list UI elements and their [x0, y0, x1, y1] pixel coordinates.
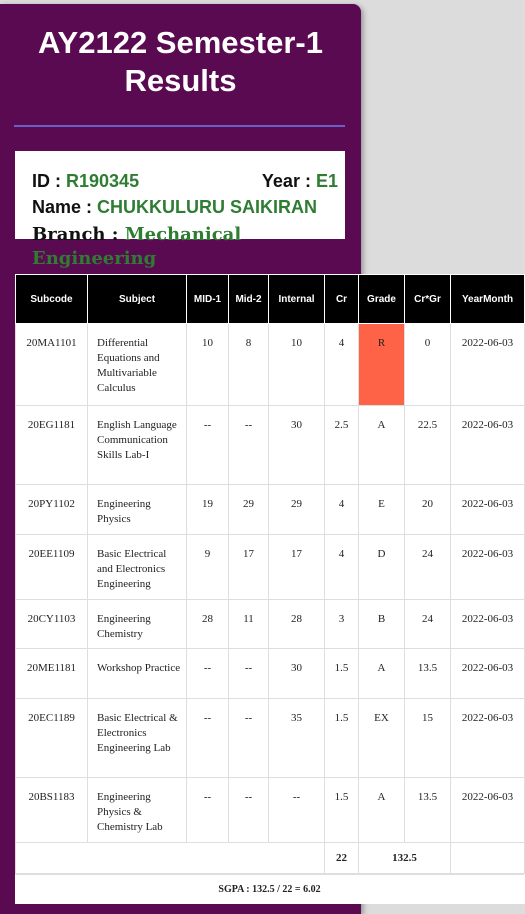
cell-grade: B: [359, 600, 405, 649]
col-header-yearmonth: YearMonth: [451, 275, 525, 324]
total-cr: 22: [325, 843, 359, 874]
cell-grade: D: [359, 535, 405, 600]
cell-internal: 30: [269, 649, 325, 699]
id-value: R190345: [66, 171, 140, 191]
cell-grade: R: [359, 324, 405, 406]
cell-subcode: 20CY1103: [16, 600, 88, 649]
cell-yearmonth: 2022-06-03: [451, 485, 525, 535]
table-row: [16, 600, 525, 649]
cell-subject: English Language Communication Skills Lab-I: [88, 406, 187, 485]
cell-mid1: --: [187, 778, 229, 843]
col-header-mid2: Mid-2: [229, 275, 269, 324]
cell-subject: Basic Electrical & Electronics Engineering Lab: [88, 699, 187, 778]
cell-yearmonth: 2022-06-03: [451, 406, 525, 485]
results-table: [15, 274, 525, 874]
cell-mid2: --: [229, 699, 269, 778]
cell-mid1: --: [187, 406, 229, 485]
table-header-row: [16, 275, 525, 324]
cell-mid2: --: [229, 778, 269, 843]
cell-subject: Engineering Physics: [88, 485, 187, 535]
cell-subject: Engineering Chemistry: [88, 600, 187, 649]
cell-subcode: 20EE1109: [16, 535, 88, 600]
cell-internal: 10: [269, 324, 325, 406]
year-value: E1: [315, 171, 338, 191]
cell-internal: 35: [269, 699, 325, 778]
cell-mid1: 10: [187, 324, 229, 406]
cell-crgr: 13.5: [405, 778, 451, 843]
col-header-crgr: Cr*Gr: [405, 275, 451, 324]
results-table-container: [15, 274, 525, 904]
cell-cr: 2.5: [325, 406, 359, 485]
cell-crgr: 13.5: [405, 649, 451, 699]
cell-subject: Workshop Practice: [88, 649, 187, 699]
cell-grade: EX: [359, 699, 405, 778]
table-row: [16, 649, 525, 699]
cell-crgr: 15: [405, 699, 451, 778]
table-row: [16, 699, 525, 778]
cell-subcode: 20EG1181: [16, 406, 88, 485]
cell-mid2: --: [229, 406, 269, 485]
cell-crgr: 22.5: [405, 406, 451, 485]
totals-spacer: [16, 843, 325, 874]
branch-value-cont: Engineering: [32, 248, 157, 269]
sgpa-summary: SGPA : 132.5 / 22 = 6.02: [15, 874, 524, 905]
col-header-cr: Cr: [325, 275, 359, 324]
cell-mid2: 8: [229, 324, 269, 406]
cell-yearmonth: 2022-06-03: [451, 778, 525, 843]
totals-spacer-end: [451, 843, 525, 874]
cell-internal: 28: [269, 600, 325, 649]
cell-internal: 30: [269, 406, 325, 485]
cell-subcode: 20PY1102: [16, 485, 88, 535]
cell-grade: A: [359, 406, 405, 485]
totals-row: [16, 843, 525, 874]
cell-cr: 4: [325, 324, 359, 406]
table-row: [16, 406, 525, 485]
cell-yearmonth: 2022-06-03: [451, 699, 525, 778]
cell-yearmonth: 2022-06-03: [451, 600, 525, 649]
col-header-internal: Internal: [269, 275, 325, 324]
cell-subcode: 20ME1181: [16, 649, 88, 699]
cell-cr: 3: [325, 600, 359, 649]
id-label: ID :: [32, 171, 61, 191]
col-header-mid1: MID-1: [187, 275, 229, 324]
table-row: [16, 535, 525, 600]
total-crgr: 132.5: [359, 843, 451, 874]
col-header-subcode: Subcode: [16, 275, 88, 324]
cell-mid2: 17: [229, 535, 269, 600]
page-title: AY2122 Semester-1 Results: [38, 25, 323, 98]
cell-grade: E: [359, 485, 405, 535]
cell-yearmonth: 2022-06-03: [451, 535, 525, 600]
cell-mid2: --: [229, 649, 269, 699]
cell-subject: Engineering Physics & Chemistry Lab: [88, 778, 187, 843]
name-label: Name :: [32, 197, 93, 217]
cell-mid1: 9: [187, 535, 229, 600]
table-row: [16, 778, 525, 843]
table-row: [16, 485, 525, 535]
cell-subcode: 20BS1183: [16, 778, 88, 843]
cell-internal: 17: [269, 535, 325, 600]
cell-cr: 4: [325, 485, 359, 535]
branch-value: Mechanical: [124, 224, 242, 245]
cell-cr: 4: [325, 535, 359, 600]
cell-mid1: 28: [187, 600, 229, 649]
table-row: [16, 324, 525, 406]
col-header-subject: Subject: [88, 275, 187, 324]
name-value: CHUKKULURU SAIKIRAN: [97, 197, 318, 217]
col-header-grade: Grade: [359, 275, 405, 324]
cell-mid1: --: [187, 699, 229, 778]
cell-crgr: 0: [405, 324, 451, 406]
cell-crgr: 24: [405, 600, 451, 649]
cell-mid2: 11: [229, 600, 269, 649]
cell-internal: --: [269, 778, 325, 843]
cell-crgr: 20: [405, 485, 451, 535]
cell-mid1: --: [187, 649, 229, 699]
cell-subcode: 20EC1189: [16, 699, 88, 778]
cell-cr: 1.5: [325, 699, 359, 778]
cell-mid2: 29: [229, 485, 269, 535]
cell-cr: 1.5: [325, 649, 359, 699]
cell-subject: Differential Equations and Multivariable Calculus: [88, 324, 187, 406]
cell-subject: Basic Electrical and Electronics Engineering: [88, 535, 187, 600]
cell-subcode: 20MA1101: [16, 324, 88, 406]
year-label: Year :: [261, 171, 311, 191]
branch-label: Branch :: [32, 224, 119, 245]
cell-cr: 1.5: [325, 778, 359, 843]
branch-line: [32, 222, 332, 248]
cell-mid1: 19: [187, 485, 229, 535]
cell-grade: A: [359, 649, 405, 699]
cell-crgr: 24: [405, 535, 451, 600]
cell-yearmonth: 2022-06-03: [451, 324, 525, 406]
title-divider: [14, 125, 345, 127]
cell-yearmonth: 2022-06-03: [451, 649, 525, 699]
cell-internal: 29: [269, 485, 325, 535]
cell-grade: A: [359, 778, 405, 843]
